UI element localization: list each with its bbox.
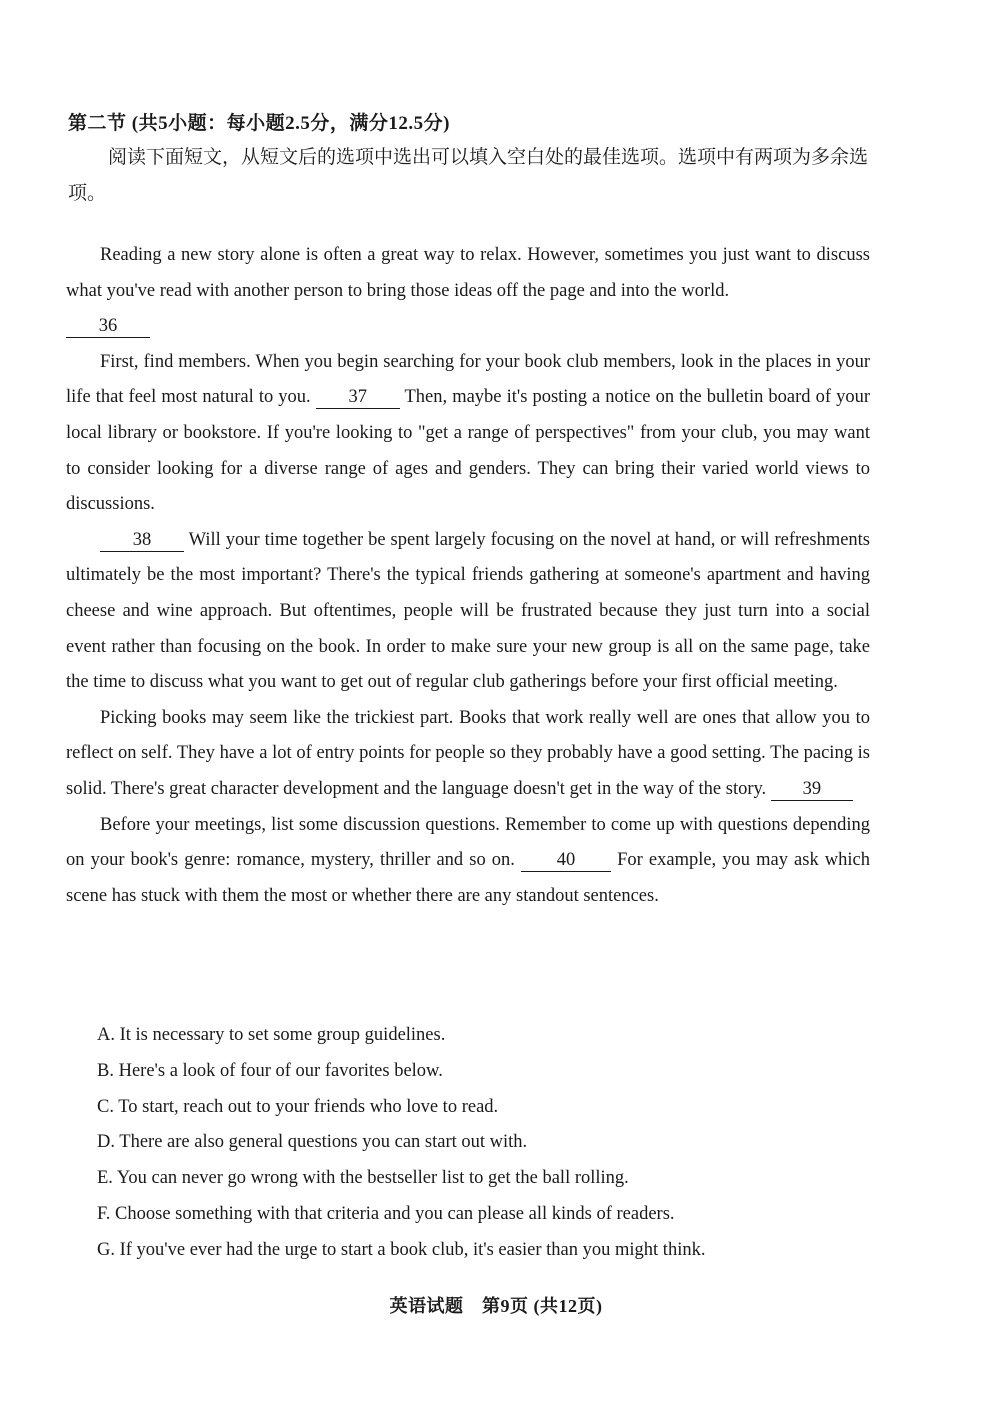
reading-passage — [66, 238, 870, 914]
answer-options — [97, 1018, 877, 1269]
option-b: B. Here's a look of four of our favorites below. — [97, 1060, 443, 1081]
passage-paragraph-1 — [66, 238, 870, 309]
page-footer: 英语试题 第9页 (共12页) — [389, 1296, 603, 1316]
option-d: D. There are also general questions you can start out with. — [97, 1132, 528, 1153]
blank-38: 38 — [100, 529, 184, 552]
option-g: G. If you've ever had the urge to start a book club, it's easier than you might think. — [97, 1239, 706, 1260]
blank-39: 39 — [771, 778, 853, 801]
option-f: F. Choose something with that criteria and you can please all kinds of readers. — [97, 1203, 675, 1224]
passage-paragraph-2 — [66, 345, 870, 523]
section-title: 第二节 (共5小题：每小题2.5分，满分12.5分) — [68, 113, 450, 134]
option-c: C. To start, reach out to your friends who love to read. — [97, 1096, 499, 1117]
passage-paragraph-3 — [66, 523, 870, 701]
blank-37: 37 — [316, 386, 400, 409]
blank-36: 36 — [66, 315, 150, 338]
paragraph-2-text-after: Then, maybe it's posting a notice on the bulletin board of your local library or bookstore. If you're looking to "get a range of perspectives" from your club, you may want to consider looking for a diverse range of ages and genders. They can bring their varied world views to discussions. — [66, 387, 870, 515]
passage-paragraph-5 — [66, 808, 870, 915]
option-e: E. You can never go wrong with the bestseller list to get the ball rolling. — [97, 1168, 629, 1189]
option-a: A. It is necessary to set some group guidelines. — [97, 1025, 446, 1045]
paragraph-1-text: Reading a new story alone is often a great way to relax. However, sometimes you just want to discuss what you've read with another person to bring those ideas off the page and into the world. — [66, 245, 870, 301]
passage-paragraph-4 — [66, 701, 870, 808]
paragraph-5-text-after: For example, you may ask which scene has stuck with them the most or whether there are any standout sentences. — [66, 850, 871, 906]
passage-blank-36-line — [66, 309, 870, 345]
section-instructions: 阅读下面短文，从短文后的选项中选出可以填入空白处的最佳选项。选项中有两项为多余选项。 — [68, 147, 869, 204]
blank-40: 40 — [521, 849, 611, 872]
paragraph-2-text-before: First, find members. When you begin searching for your book club members, look in the places in your life that feel most natural to you. — [66, 351, 870, 408]
paragraph-5-text-before: Before your meetings, list some discussion questions. Remember to come up with questions depending on your book's genre: romance, mystery, thriller and so on. — [66, 814, 870, 871]
paragraph-4-text: Picking books may seem like the trickiest part. Books that work really well are ones that allow you to reflect on self. They have a lot of entry points for people so they probably have a good setting. The pacing is solid. There's great character development and the language doesn't get in the way of the story. — [66, 707, 870, 799]
paragraph-3-text: Will your time together be spent largely focusing on the novel at hand, or will refreshments ultimately be the most important? There's the typical friends gathering at someone's apartment and having cheese and wine approach. But oftentimes, people will be frustrated because they just turn into a social event rather than focusing on the book. In order to make sure your new group is all on the same page, take the time to discuss what you want to get out of regular club gatherings before your first official meeting. — [66, 529, 871, 693]
